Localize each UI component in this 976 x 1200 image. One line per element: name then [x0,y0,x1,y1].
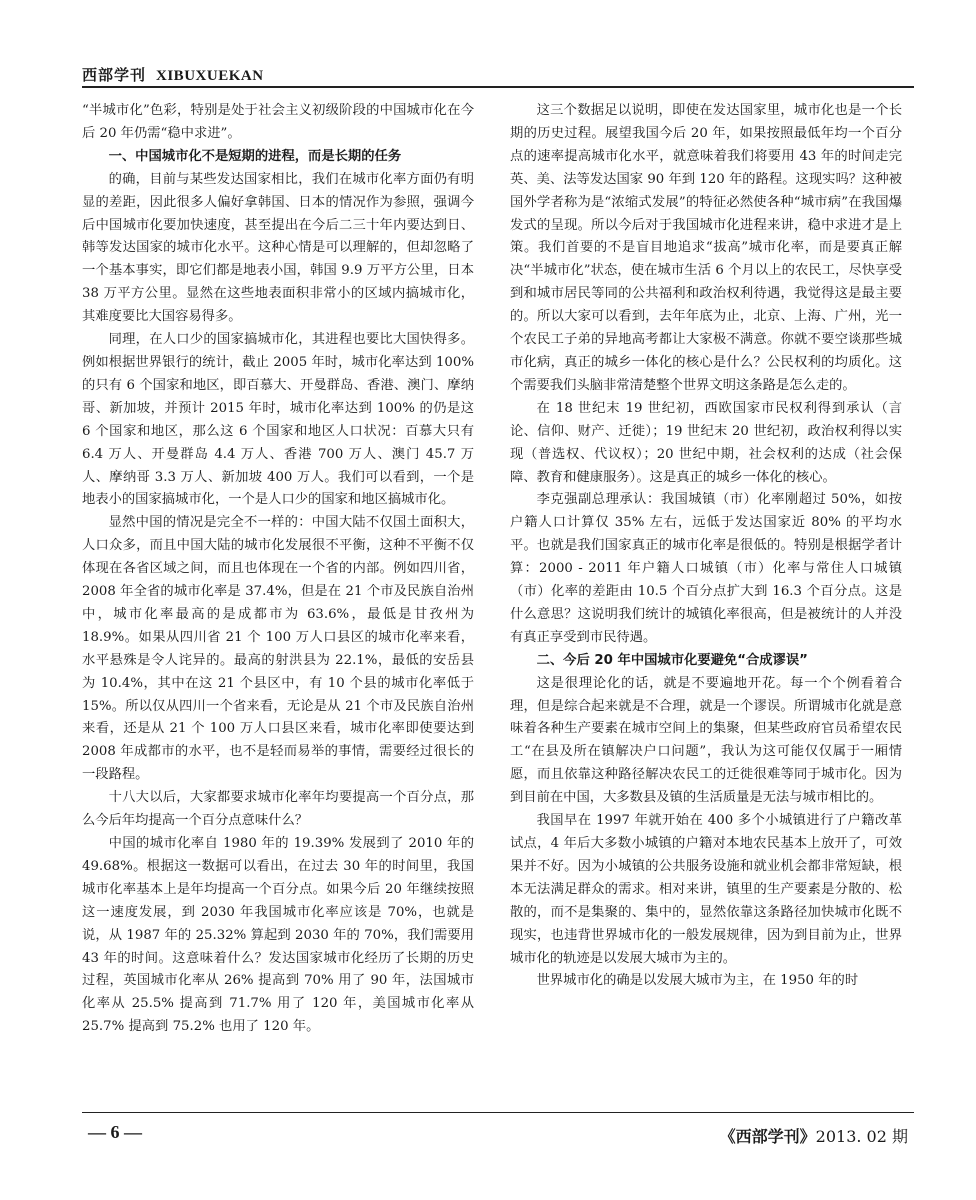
right-column [510,100,902,993]
body-paragraph: 世界城市化的确是以发展大城市为主，在 1950 年的时 [536,973,859,989]
body-paragraph: 同理，在人口少的国家搞城市化，其进程也要比大国快得多。例如根据世界银行的统计，截止 2005 年时，城市化率达到 100% 的只有 6 个国家和地区，即百慕大、开曼群岛、香港、澳门、摩纳哥、新加坡，并预计 2015 年时，城市化率达到 100% 的仍是这 6 个国家和地区，那么这 6 个国家和地区人口状况：百慕大只有 6.4 万人、开曼群岛 4.4 万人、香港 700 万人、澳门 45.7 万人、摩纳哥 3.3 万人、新加坡 400 万人。我们可以看到，一个是地表小的国家搞城市化，一个是人口少的国家和地区搞城市化。 [82,332,474,508]
journal-issue-date: 2013. 02 期 [815,1127,908,1146]
body-paragraph: 我国早在 1997 年就开始在 400 多个小城镇进行了户籍改革试点，4 年后大多数小城镇的户籍对本地农民基本上放开了，可效果并不好。因为小城镇的公共服务设施和就业机会都非常短缺，根本无法满足群众的需求。相对来讲，镇里的生产要素是分散的、松散的，而不是集聚的、集中的，显然依靠这条路径加快城市化既不现实，也违背世界城市化的一般发展规律，因为到目前为止，世界城市化的轨迹是以发展大城市为主的。 [510,813,902,966]
journal-issue [720,1124,908,1147]
page-footer [82,1112,914,1152]
running-header [82,62,914,86]
body-paragraph: 十八大以后，大家都要求城市化率年均要提高一个百分点，那么今后年均提高一个百分点意味什么？ [82,790,474,829]
header-rule [82,86,914,88]
journal-title-cn: 西部学刊 [82,66,147,84]
journal-title [82,64,264,85]
body-paragraph: 李克强副总理承认：我国城镇（市）化率刚超过 50%，如按户籍人口计算仅 35% 左右，远低于发达国家近 80% 的平均水平。也就是我们国家真正的城市化率是很低的。特别是根据学者计算：2000 - 2011 年户籍人口城镇（市）化率与常住人口城镇（市）化率的差距由 10.5 个百分点扩大到 16.3 个百分点。这是什么意思？这说明我们统计的城镇化率很高，但是被统计的人并没有真正享受到市民待遇。 [510,492,902,645]
body-paragraph: 这是很理论化的话，就是不要遍地开花。每一个个例看着合理，但是综合起来就是不合理，就是一个谬误。所谓城市化就是意味着各种生产要素在城市空间上的集聚，但某些政府官员希望农民工“在县及所在镇解决户口问题”，我认为这可能仅仅属于一厢情愿，而且依靠这种路径解决农民工的迁徙很难等同于城市化。因为到目前在中国，大多数县及镇的生活质量是无法与城市相比的。 [510,675,902,806]
section-heading: 一、中国城市化不是短期的进程，而是长期的任务 [108,148,402,164]
body-paragraph: 显然中国的情况是完全不一样的：中国大陆不仅国土面积大，人口众多，而且中国大陆的城市化发展很不平衡，这种不平衡不仅体现在各省区域之间，而且也体现在一个省的内部。例如四川省，2008 年全省的城市化率是 37.4%，但是在 21 个市及民族自治州中，城市化率最高的是成都市为 63.6%，最低是甘孜州为 18.9%。如果从四川省 21 个 100 万人口县区的城市化率来看，水平悬殊是令人诧异的。最高的射洪县为 22.1%，最低的安岳县为 10.4%，其中在这 21 个县区中，有 10 个县的城市化率低于 15%。所以仅从四川一个省来看，无论是从 21 个市及民族自治州来看，还是从 21 个 100 万人口县区来看，城市化率即使要达到 2008 年成都市的水平，也不是轻而易举的事情，需要经过很长的一段路程。 [82,515,474,783]
page-number: — 6 — [88,1122,142,1142]
journal-title-en: XIBUXUEKAN [156,68,264,84]
section-heading: 二、今后 20 年中国城市化要避免“合成谬误” [536,652,808,668]
left-column [82,100,474,1039]
body-paragraph: 的确，目前与某些发达国家相比，我们在城市化率方面仍有明显的差距，因此很多人偏好拿韩国、日本的情况作为参照，强调今后中国城市化要加快速度，甚至提出在今后二三十年内要达到日、韩等发达国家的城市化水平。这种心情是可以理解的，但却忽略了一个基本事实，即它们都是地表小国，韩国 9.9 万平方公里，日本 38 万平方公里。显然在这些地表面积非常小的区域内搞城市化，其难度要比大国容易得多。 [82,171,474,325]
body-paragraph: 这三个数据足以说明，即使在发达国家里，城市化也是一个长期的历史过程。展望我国今后 20 年，如果按照最低年均一个百分点的速率提高城市化水平，就意味着我们将要用 43 年的时间走完英、美、法等发达国家 90 年到 120 年的路程。这现实吗？这种被国外学者称为是“浓缩式发展”的特征必然使各种“城市病”在我国爆发式的呈现。所以今后对于我国城市化进程来讲，稳中求进才是上策。我们首要的不是盲目地追求“拔高”城市化率，而是要真正解决“半城市化”状态，使在城市生活 6 个月以上的农民工，尽快享受到和城市居民等同的公共福利和政治权利待遇，我觉得这是最主要的。所以大家可以看到，去年年底为止，北京、上海、广州，光一个农民工子弟的异地高考都让大家极不满意。你就不要空谈那些城市化病，真正的城乡一体化的核心是什么？公民权利的均质化。这个需要我们头脑非常清楚整个世界文明这条路是怎么走的。 [510,103,902,393]
body-paragraph: “半城市化”色彩，特别是处于社会主义初级阶段的中国城市化在今后 20 年仍需“稳中求进”。 [82,103,474,141]
body-paragraph: 在 18 世纪末 19 世纪初，西欧国家市民权利得到承认（言论、信仰、财产、迁徙）；19 世纪末 20 世纪初，政治权利得以实现（普选权、代议权）；20 世纪中期，社会权利的达成（社会保障、教育和健康服务）。这是真正的城乡一体化的核心。 [510,400,902,485]
footer-rule [82,1112,914,1113]
body-paragraph: 中国的城市化率自 1980 年的 19.39% 发展到了 2010 年的 49.68%。根据这一数据可以看出，在过去 30 年的时间里，我国城市化率基本上是年均提高一个百分点。如果今后 20 年继续按照这一速度发展，到 2030 年我国城市化率应该是 70%，也就是说，从 1987 年的 25.32% 算起到 2030 年的 70%，我们需要用 43 年的时间。这意味着什么？发达国家城市化经历了长期的历史过程，英国城市化率从 26% 提高到 70% 用了 90 年，法国城市化率从 25.5% 提高到 71.7% 用了 120 年，美国城市化率从 25.7% 提高到 75.2% 也用了 120 年。 [82,836,474,1035]
journal-issue-name: 《西部学刊》 [719,1127,816,1146]
